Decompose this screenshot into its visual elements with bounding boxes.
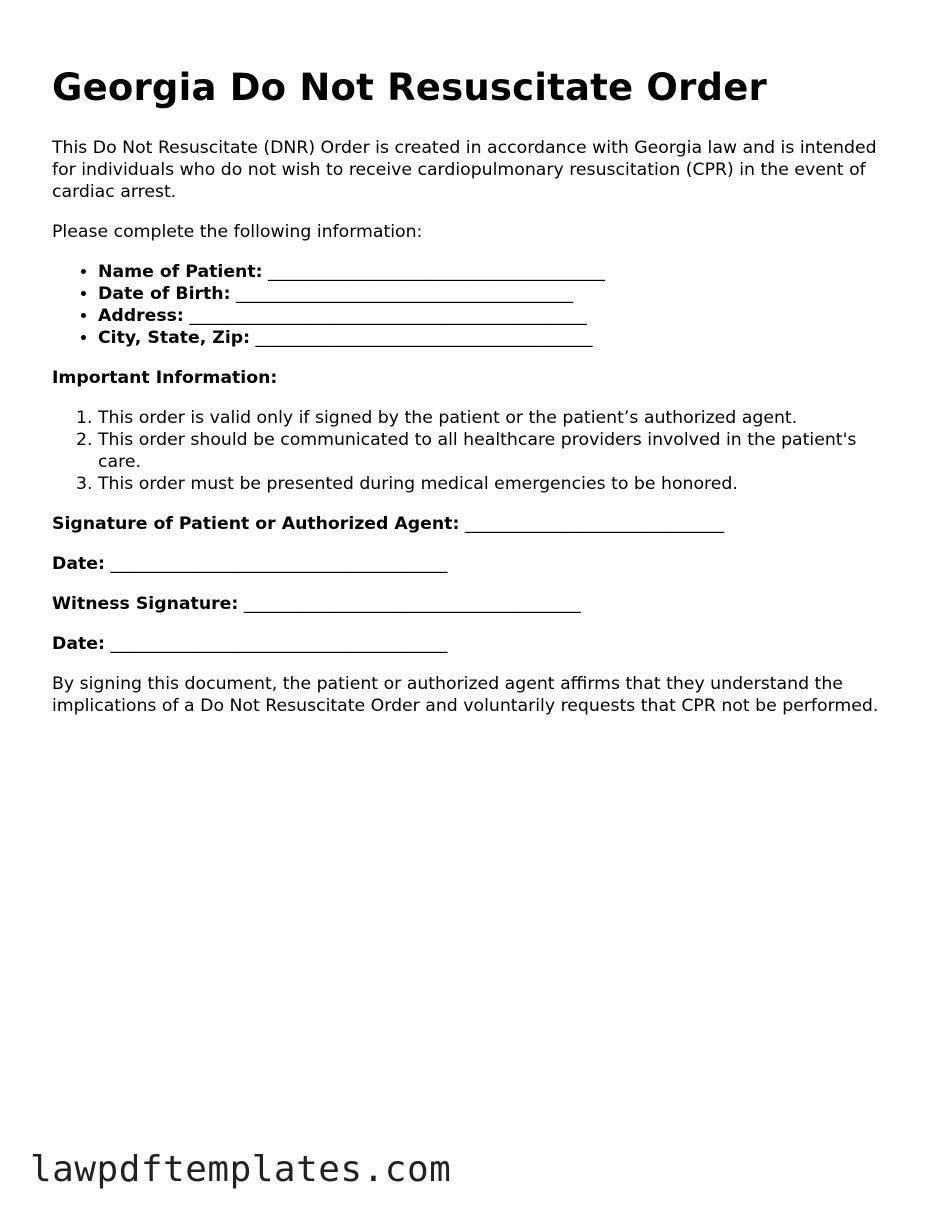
patient-signature-line — [52, 513, 902, 535]
field-label: Address: — [98, 306, 184, 326]
witness-date-blank[interactable]: _______________________________________ — [110, 634, 448, 654]
patient-date-blank[interactable]: _______________________________________ — [110, 554, 448, 574]
note-item: 2. This order should be communicated to all healthcare providers involved in the patient's care. — [98, 429, 902, 473]
document-title: Georgia Do Not Resuscitate Order — [52, 66, 767, 109]
important-information-heading: Important Information: — [52, 368, 278, 388]
important-notes-list — [52, 407, 902, 495]
address-blank[interactable]: ______________________________________________ — [189, 306, 587, 326]
witness-date-line — [52, 633, 902, 655]
date-of-birth-blank[interactable]: _______________________________________ — [236, 284, 573, 304]
patient-date-line — [52, 553, 902, 575]
witness-signature-blank[interactable]: _______________________________________ — [243, 594, 581, 614]
patient-info-list — [52, 261, 902, 349]
closing-statement: By signing this document, the patient or authorized agent affirms that they understand the implications of a Do Not Resuscitate Order and voluntarily requests that CPR not be performed. — [52, 674, 879, 716]
signature-label: Signature of Patient or Authorized Agent: — [52, 514, 460, 534]
city-state-zip-blank[interactable]: _______________________________________ — [255, 328, 593, 348]
patient-signature-blank[interactable]: ______________________________ — [464, 514, 725, 534]
name-of-patient-blank[interactable]: _______________________________________ — [268, 262, 606, 282]
date-label: Date: — [52, 554, 105, 574]
note-item: 1. This order is valid only if signed by the patient or the patient’s authorized agent. — [98, 407, 902, 429]
field-label: Name of Patient: — [98, 262, 263, 282]
note-item: 3. This order must be presented during medical emergencies to be honored. — [98, 473, 902, 495]
date-label: Date: — [52, 634, 105, 654]
field-label: City, State, Zip: — [98, 328, 251, 348]
field-label: Date of Birth: — [98, 284, 231, 304]
field-city-state-zip — [98, 327, 902, 349]
field-address — [98, 305, 902, 327]
witness-label: Witness Signature: — [52, 594, 239, 614]
witness-signature-line — [52, 593, 902, 615]
document-page — [52, 64, 902, 717]
site-watermark: lawpdftemplates.com — [30, 1149, 452, 1190]
field-date-of-birth — [98, 283, 902, 305]
instructions-prompt: Please complete the following information: — [52, 222, 423, 242]
intro-paragraph: This Do Not Resuscitate (DNR) Order is created in accordance with Georgia law and is intended for individuals who do not wish to receive cardiopulmonary resuscitation (CPR) in the event of cardiac arrest. — [52, 138, 877, 202]
field-name-of-patient — [98, 261, 902, 283]
